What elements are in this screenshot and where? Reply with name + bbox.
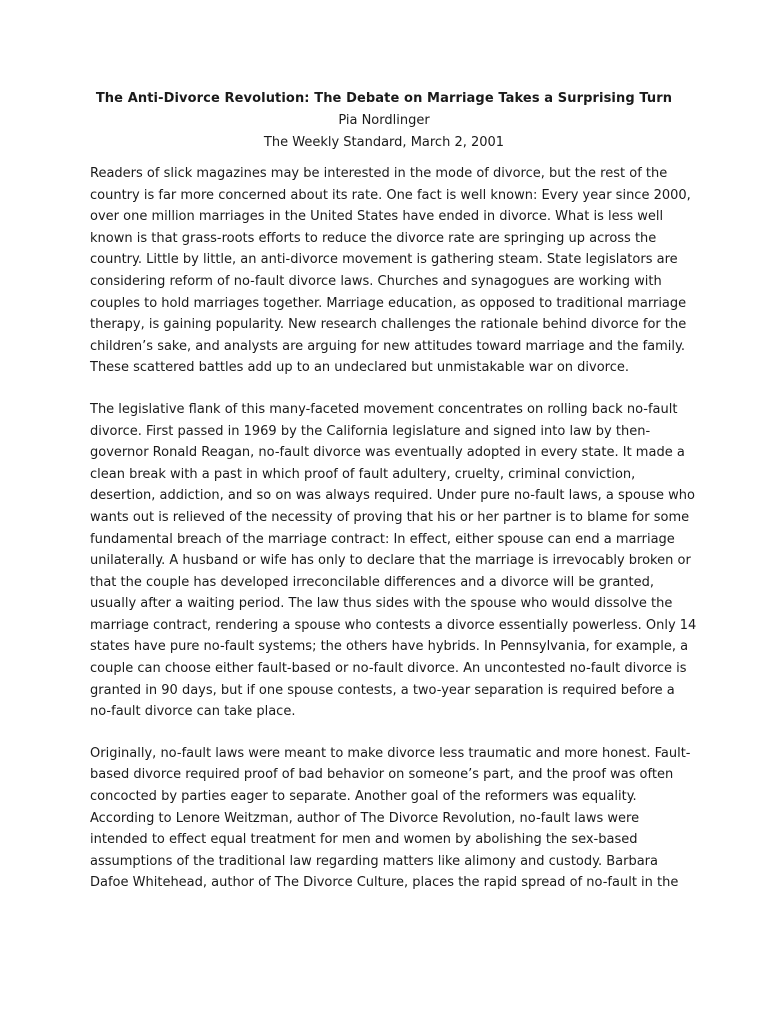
text-line: concocted by parties eager to separate. Another goal of the reformers was equality.	[90, 789, 637, 805]
text-line: divorce. First passed in 1969 by the California legislature and signed into law by then-	[90, 423, 651, 439]
text-line: therapy, is gaining popularity. New research challenges the rationale behind divorce for the	[90, 317, 687, 333]
article-author: Pia Nordlinger	[338, 113, 430, 128]
text-line: clean break with a past in which proof of fault adultery, cruelty, criminal conviction,	[90, 466, 636, 482]
text-line: country. Little by little, an anti-divorce movement is gathering steam. State legislators are	[90, 252, 678, 268]
text-line: based divorce required proof of bad behavior on someone’s part, and the proof was often	[90, 767, 674, 783]
text-line: fundamental breach of the marriage contract: In effect, either spouse can end a marriage	[90, 531, 675, 547]
text-line: assumptions of the traditional law regarding matters like alimony and custody. Barbara	[90, 853, 658, 869]
text-line: intended to effect equal treatment for men and women by abolishing the sex-based	[90, 832, 638, 848]
text-line: no-fault divorce can take place.	[90, 704, 296, 720]
text-line: granted in 90 days, but if one spouse contests, a two-year separation is required before a	[90, 682, 675, 698]
text-line: Originally, no-fault laws were meant to make divorce less traumatic and more honest. Fault-	[90, 745, 691, 761]
text-line: considering reform of no-fault divorce laws. Churches and synagogues are working with	[90, 273, 662, 289]
document-header	[0, 88, 768, 154]
article-title: The Anti-Divorce Revolution: The Debate on Marriage Takes a Surprising Turn	[95, 91, 673, 106]
text-line: These scattered battles add up to an undeclared but unmistakable war on divorce.	[90, 360, 629, 376]
text-line: The legislative flank of this many-faceted movement concentrates on rolling back no-fault	[90, 401, 678, 417]
text-line: According to Lenore Weitzman, author of The Divorce Revolution, no-fault laws were	[90, 810, 640, 826]
text-line: usually after a waiting period. The law thus sides with the spouse who would dissolve the	[90, 596, 673, 612]
text-line: marriage contract, rendering a spouse who contests a divorce essentially powerless. Only 14	[90, 617, 697, 633]
text-line: governor Ronald Reagan, no-fault divorce was eventually adopted in every state. It made a	[90, 445, 685, 461]
text-line: couples to hold marriages together. Marriage education, as opposed to traditional marriage	[90, 295, 687, 311]
paragraph	[90, 163, 691, 379]
text-line: unilaterally. A husband or wife has only to declare that the marriage is irrevocably broken or	[90, 553, 691, 569]
text-line: desertion, addiction, and so on was always required. Under pure no-fault laws, a spouse who	[90, 488, 695, 504]
text-line: known is that grass-roots efforts to reduce the divorce rate are springing up across the	[90, 230, 657, 246]
text-line: that the couple has developed irreconcilable differences and a divorce will be granted,	[90, 574, 655, 590]
text-line: wants out is relieved of the necessity of proving that his or her partner is to blame for some	[90, 509, 690, 525]
text-line: Dafoe Whitehead, author of The Divorce Culture, places the rapid spread of no-fault in the	[90, 875, 679, 891]
article-body	[90, 163, 697, 914]
article-source: The Weekly Standard, March 2, 2001	[263, 135, 505, 150]
paragraph	[90, 743, 691, 894]
paragraph	[90, 399, 697, 723]
text-line: children’s sake, and analysts are arguing for new attitudes toward marriage and the family.	[90, 338, 686, 354]
text-line: states have pure no-fault systems; the others have hybrids. In Pennsylvania, for example, a	[90, 639, 689, 655]
text-line: Readers of slick magazines may be interested in the mode of divorce, but the rest of the	[90, 166, 668, 181]
text-line: couple can choose either fault-based or no-fault divorce. An uncontested no-fault divorce is	[90, 661, 687, 677]
text-line: over one million marriages in the United States have ended in divorce. What is less well	[90, 209, 664, 225]
text-line: country is far more concerned about its rate. One fact is well known: Every year since 2000,	[90, 187, 691, 203]
